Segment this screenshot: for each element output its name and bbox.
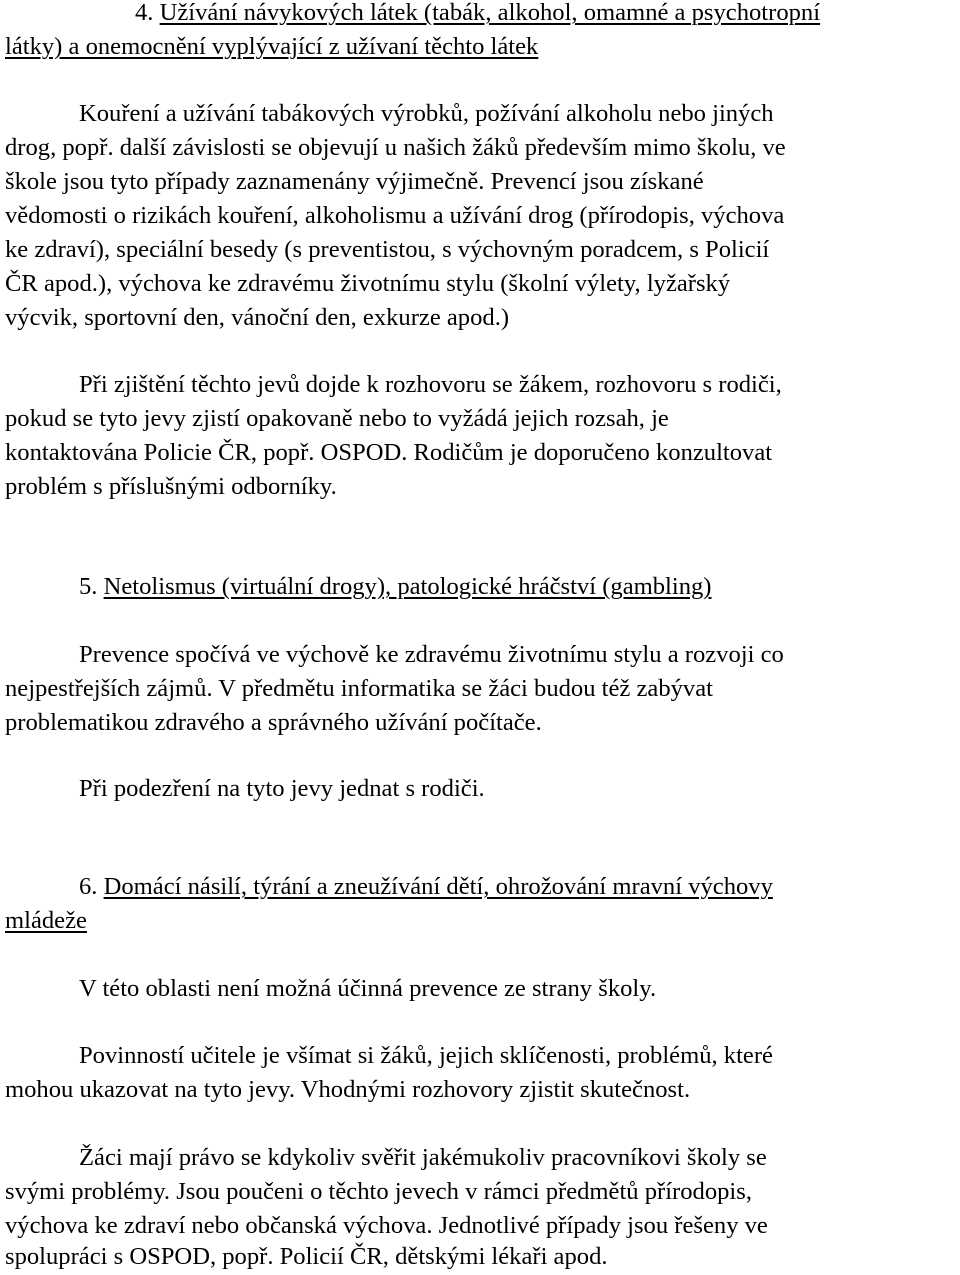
section-6-title-line2: mládeže [5, 907, 87, 934]
section-5-title: Netolismus (virtuální drogy), patologické hráčství (gambling) [103, 573, 712, 600]
paragraph-line: problém s příslušnými odborníky. [5, 473, 337, 500]
section-6-number: 6. [79, 873, 98, 900]
paragraph-line: Při zjištění těchto jevů dojde k rozhovoru se žákem, rozhovoru s rodiči, [79, 371, 782, 398]
paragraph-line: Kouření a užívání tabákových výrobků, požívání alkoholu nebo jiných [79, 100, 774, 127]
paragraph-line: vědomosti o rizikách kouření, alkoholismu a užívání drog (přírodopis, výchova [5, 202, 785, 229]
paragraph-line: problematikou zdravého a správného užívání počítače. [5, 709, 542, 736]
section-4-number: 4. [135, 0, 154, 26]
section-4-title-line1: Užívání návykových látek (tabák, alkohol, omamné a psychotropní [159, 0, 821, 26]
section-6-heading [79, 870, 773, 904]
paragraph-line: mohou ukazovat na tyto jevy. Vhodnými rozhovory zjistit skutečnost. [5, 1076, 691, 1103]
section-4-heading [135, 0, 820, 30]
paragraph-line: Žáci mají právo se kdykoliv svěřit jakémukoliv pracovníkovi školy se [79, 1144, 767, 1171]
section-6-title-line1: Domácí násilí, týrání a zneužívání dětí, ohrožování mravní výchovy [103, 873, 773, 900]
paragraph-line: škole jsou tyto případy zaznamenány výjimečně. Prevencí jsou získané [5, 168, 704, 195]
paragraph-line: pokud se tyto jevy zjistí opakovaně nebo to vyžádá jejich rozsah, je [5, 405, 669, 432]
paragraph-line: Prevence spočívá ve výchově ke zdravému životnímu stylu a rozvoji co [79, 641, 784, 668]
paragraph-line: výcvik, sportovní den, vánoční den, exkurze apod.) [5, 304, 510, 331]
paragraph-line: ČR apod.), výchova ke zdravému životnímu stylu (školní výlety, lyžařský [5, 270, 731, 297]
paragraph-line: spolupráci s OSPOD, popř. Policií ČR, dětskými lékaři apod. [5, 1243, 608, 1270]
paragraph-line: kontaktována Policie ČR, popř. OSPOD. Rodičům je doporučeno konzultovat [5, 439, 773, 466]
section-4-title-line2: látky) a onemocnění vyplývající z užívaní těchto látek [5, 33, 539, 60]
paragraph-line: výchova ke zdraví nebo občanská výchova. Jednotlivé případy jsou řešeny ve [5, 1212, 768, 1239]
paragraph-line: Povinností učitele je všímat si žáků, jejich sklíčenosti, problémů, které [79, 1042, 773, 1069]
paragraph-line: Při podezření na tyto jevy jednat s rodiči. [79, 775, 485, 802]
paragraph-line: drog, popř. další závislosti se objevují u našich žáků především mimo školu, ve [5, 134, 786, 161]
section-5-number: 5. [79, 573, 98, 600]
paragraph-line: svými problémy. Jsou poučeni o těchto jevech v rámci předmětů přírodopis, [5, 1178, 752, 1205]
paragraph-line: ke zdraví), speciální besedy (s preventistou, s výchovným poradcem, s Policií [5, 236, 770, 263]
section-5-heading [79, 570, 712, 604]
paragraph-line: V této oblasti není možná účinná prevence ze strany školy. [79, 975, 657, 1002]
paragraph-line: nejpestřejších zájmů. V předmětu informatika se žáci budou též zabývat [5, 675, 713, 702]
